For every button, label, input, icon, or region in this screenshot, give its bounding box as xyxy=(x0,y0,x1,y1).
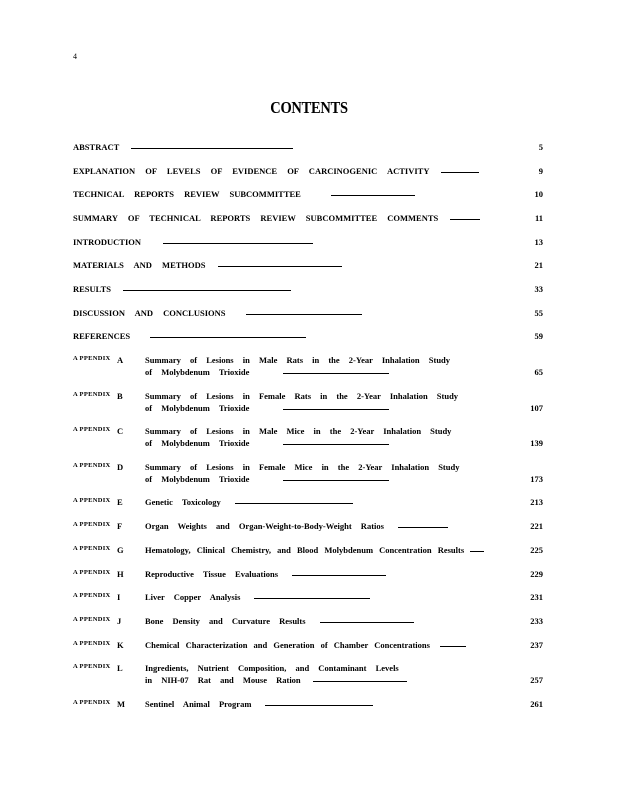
appendix-label: A PPENDIX xyxy=(73,699,111,706)
appendix-title: Summary of Lesions in Male Mice in the 2-Year Inhalation Study xyxy=(145,426,452,436)
entry-page: 13 xyxy=(534,237,543,247)
appendix-title-cont: of Molybdenum Trioxide xyxy=(145,474,250,484)
appendix-label: A PPENDIX xyxy=(73,497,111,504)
appendix-title-cont: of Molybdenum Trioxide xyxy=(145,403,250,413)
appendix-letter: H xyxy=(117,569,124,579)
appendix-label: A PPENDIX xyxy=(73,616,111,623)
toc-appendix-l[interactable] xyxy=(73,663,543,689)
appendix-title: Hematology, Clinical Chemistry, and Blood Molybdenum Concentration Results xyxy=(145,545,465,555)
entry-page: 21 xyxy=(534,260,543,270)
entry-page: 173 xyxy=(530,474,543,484)
appendix-title: Genetic Toxicology xyxy=(145,497,221,507)
appendix-label: A PPENDIX xyxy=(73,569,111,576)
appendix-title: Summary of Lesions in Male Rats in the 2-Year Inhalation Study xyxy=(145,355,451,365)
appendix-label: A PPENDIX xyxy=(73,355,111,362)
entry-text: DISCUSSION AND CONCLUSIONS xyxy=(73,308,226,318)
entry-page: 59 xyxy=(534,331,543,341)
appendix-title: Reproductive Tissue Evaluations xyxy=(145,569,279,579)
appendix-label: A PPENDIX xyxy=(73,663,111,670)
appendix-title-cont: of Molybdenum Trioxide xyxy=(145,367,250,377)
appendix-label: A PPENDIX xyxy=(73,462,111,469)
entry-page: 55 xyxy=(534,308,543,318)
entry-page: 261 xyxy=(530,699,543,709)
appendix-letter: I xyxy=(117,592,121,602)
entry-page: 213 xyxy=(530,497,543,507)
entry-page: 107 xyxy=(530,403,543,413)
entry-text: ABSTRACT xyxy=(73,142,120,152)
appendix-letter: F xyxy=(117,521,123,531)
entry-page: 221 xyxy=(530,521,543,531)
appendix-label: A PPENDIX xyxy=(73,640,111,647)
appendix-title: Summary of Lesions in Female Mice in the 2-Year Inhalation Study xyxy=(145,462,460,472)
appendix-title: Summary of Lesions in Female Rats in the 2-Year Inhalation Study xyxy=(145,391,459,401)
entry-page: 225 xyxy=(530,545,543,555)
appendix-title: Ingredients, Nutrient Composition, and Contaminant Levels xyxy=(145,663,399,673)
entry-text: SUMMARY OF TECHNICAL REPORTS REVIEW SUBCOMMITTEE COMMENTS xyxy=(73,213,439,223)
appendix-label: A PPENDIX xyxy=(73,592,111,599)
appendix-letter: G xyxy=(117,545,124,555)
appendix-title: Chemical Characterization and Generation of Chamber Concentrations xyxy=(145,640,430,650)
appendix-letter: D xyxy=(117,462,124,472)
appendix-letter: K xyxy=(117,640,124,650)
appendix-label: A PPENDIX xyxy=(73,521,111,528)
toc-appendix-b[interactable] xyxy=(73,391,543,417)
appendix-letter: M xyxy=(117,699,126,709)
appendix-label: A PPENDIX xyxy=(73,545,111,552)
entry-text: REFERENCES xyxy=(73,331,131,341)
entry-page: 9 xyxy=(538,166,543,176)
appendix-title-cont: of Molybdenum Trioxide xyxy=(145,438,250,448)
entry-text: MATERIALS AND METHODS xyxy=(73,260,206,270)
entry-page: 33 xyxy=(534,284,543,294)
appendix-letter: L xyxy=(117,663,123,673)
appendix-label: A PPENDIX xyxy=(73,426,111,433)
entry-text: EXPLANATION OF LEVELS OF EVIDENCE OF CARCINOGENIC ACTIVITY xyxy=(73,166,430,176)
appendix-title: Bone Density and Curvature Results xyxy=(145,616,306,626)
entry-page: 65 xyxy=(534,367,543,377)
entry-text: RESULTS xyxy=(73,284,111,294)
appendix-letter: J xyxy=(117,616,122,626)
page-title: CONTENTS xyxy=(270,98,348,117)
entry-page: 139 xyxy=(530,438,543,448)
entry-text: TECHNICAL REPORTS REVIEW SUBCOMMITTEE xyxy=(73,189,301,199)
appendix-title: Organ Weights and Organ-Weight-to-Body-Weight Ratios xyxy=(145,521,384,531)
entry-page: 11 xyxy=(534,213,543,223)
page-number: 4 xyxy=(73,52,77,61)
appendix-label: A PPENDIX xyxy=(73,391,111,398)
entry-text: INTRODUCTION xyxy=(73,237,142,247)
appendix-title-cont: in NIH-07 Rat and Mouse Ration xyxy=(145,675,301,685)
toc-appendix-c[interactable] xyxy=(73,426,543,452)
appendix-title: Liver Copper Analysis xyxy=(145,592,241,602)
toc-appendix-a[interactable] xyxy=(73,355,543,381)
entry-page: 231 xyxy=(530,592,543,602)
appendix-letter: E xyxy=(117,497,123,507)
appendix-letter: A xyxy=(117,355,124,365)
entry-page: 229 xyxy=(530,569,543,579)
appendix-letter: B xyxy=(117,391,123,401)
appendix-title: Sentinel Animal Program xyxy=(145,699,252,709)
entry-page: 10 xyxy=(534,189,543,199)
entry-page: 5 xyxy=(538,142,543,152)
entry-page: 237 xyxy=(530,640,543,650)
entry-page: 257 xyxy=(530,675,543,685)
toc-appendix-d[interactable] xyxy=(73,462,543,488)
appendix-letter: C xyxy=(117,426,124,436)
entry-page: 233 xyxy=(530,616,543,626)
